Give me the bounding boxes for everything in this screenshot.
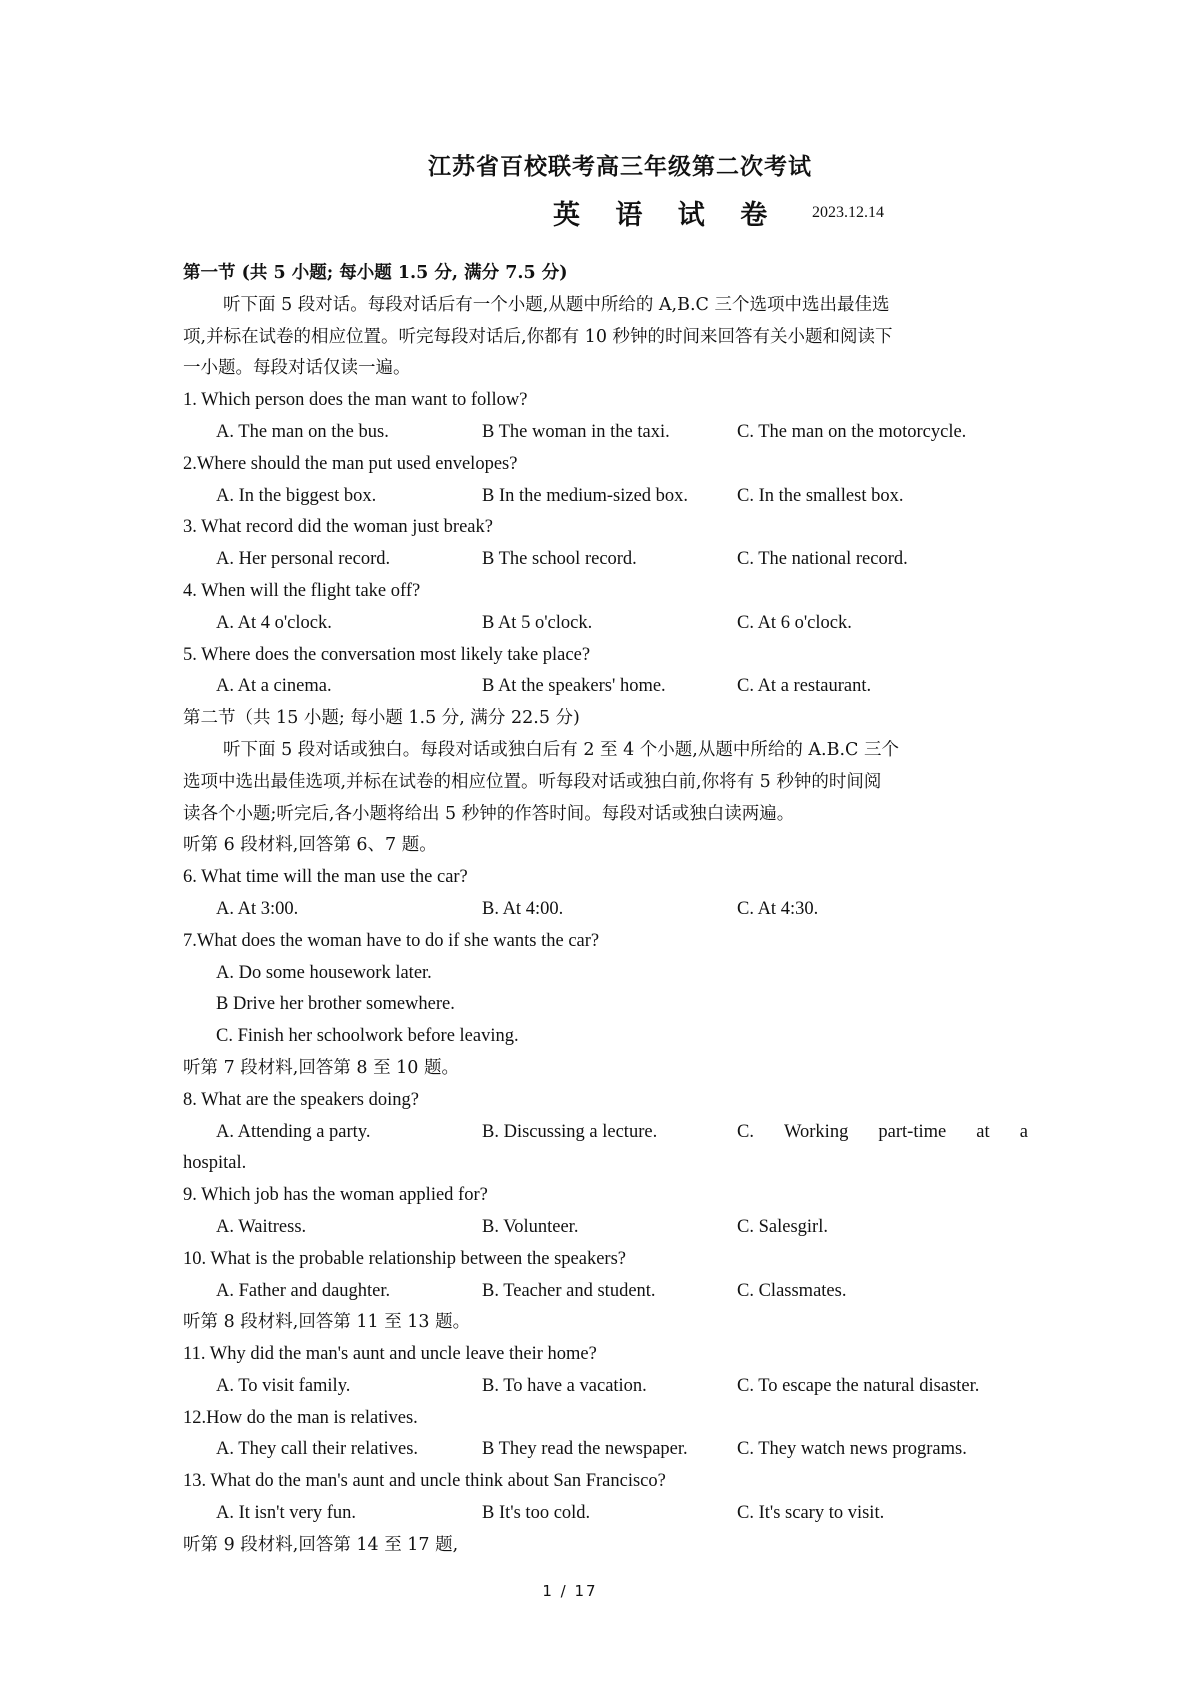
material-9-heading: 听第 9 段材料,回答第 14 至 17 题, [183,1534,459,1555]
option-b: B. Volunteer. [482,1216,579,1237]
option-c [737,1117,1028,1149]
section1-instruction-line: 项,并标在试卷的相应位置。听完每段对话后,你都有 10 秒钟的时间来回答有关小题和阅读下 [183,326,893,347]
option-a: A. Do some housework later. [216,962,432,983]
option-b: B. Discussing a lecture. [482,1121,658,1142]
option-b: B At the speakers' home. [482,676,666,697]
option-b: B. At 4:00. [482,898,564,919]
options-12 [183,1434,1028,1466]
option-c: C. Salesgirl. [737,1216,828,1237]
option-c: C. It's scary to visit. [737,1503,885,1524]
exam-date: 2023.12.14 [812,204,884,221]
option-c-word: a [1019,1121,1028,1142]
material-6-heading: 听第 6 段材料,回答第 6、7 题。 [183,835,437,856]
exam-title: 江苏省百校联考高三年级第二次考试 [428,153,812,180]
option-b: B Drive her brother somewhere. [216,994,455,1015]
option-a: A. The man on the bus. [216,421,389,442]
option-a: A. It isn't very fun. [216,1503,357,1524]
option-c: C. The national record. [737,549,908,570]
options-3 [183,544,1028,576]
option-c: C. To escape the natural disaster. [737,1375,980,1396]
material-8-heading: 听第 8 段材料,回答第 11 至 13 题。 [183,1312,471,1333]
option-c-word: Working [784,1121,849,1142]
question-3: 3. What record did the woman just break? [183,517,493,538]
question-11: 11. Why did the man's aunt and uncle leave their home? [183,1344,597,1365]
question-9: 9. Which job has the woman applied for? [183,1185,488,1206]
option-c-word: at [976,1121,990,1142]
option-a: A. In the biggest box. [216,485,377,506]
exam-subtitle: 英 语 试 卷 [553,200,781,231]
option-a: A. Father and daughter. [216,1280,391,1301]
option-a: A. They call their relatives. [216,1439,419,1460]
option-b: B. To have a vacation. [482,1375,647,1396]
options-4 [183,608,1028,640]
option-b: B At 5 o'clock. [482,612,593,633]
question-7: 7.What does the woman have to do if she wants the car? [183,930,600,951]
option-a: A. Attending a party. [216,1121,371,1142]
option-b: B. Teacher and student. [482,1280,656,1301]
material-7-heading: 听第 7 段材料,回答第 8 至 10 题。 [183,1057,459,1078]
section1-instruction-line: 听下面 5 段对话。每段对话后有一个小题,从题中所给的 A,B.C 三个选项中选出最佳选 [223,294,890,315]
option-b: B The woman in the taxi. [482,421,670,442]
option-c-continuation: hospital. [183,1153,247,1174]
exam-body [183,258,1028,1562]
option-c: C. Finish her schoolwork before leaving. [216,1026,519,1047]
options-6 [183,894,1028,926]
option-c: C. They watch news programs. [737,1439,967,1460]
question-5: 5. Where does the conversation most likely take place? [183,644,591,665]
option-c: C. At 4:30. [737,898,819,919]
option-b: B In the medium-sized box. [482,485,689,506]
options-13 [183,1498,1028,1530]
section2-heading: 第二节（共 15 小题; 每小题 1.5 分, 满分 22.5 分) [183,708,580,729]
question-4: 4. When will the flight take off? [183,580,421,601]
option-a: A. Her personal record. [216,549,391,570]
page-number: 1 / 17 [542,1582,598,1600]
option-c: C. At 6 o'clock. [737,612,852,633]
section2-instruction-line: 听下面 5 段对话或独白。每段对话或独白后有 2 至 4 个小题,从题中所给的 A.B.C 三个 [223,739,899,760]
options-5 [183,671,1028,703]
options-2 [183,481,1028,513]
option-c-word: part-time [878,1121,947,1142]
section1-instruction-line: 一小题。每段对话仅读一遍。 [183,358,411,379]
section2-instruction-line: 读各个小题;听完后,各小题将给出 5 秒钟的作答时间。每段对话或独白读两遍。 [183,803,795,824]
options-9 [183,1212,1028,1244]
option-b: B They read the newspaper. [482,1439,688,1460]
section2-instruction-line: 选项中选出最佳选项,并标在试卷的相应位置。听每段对话或独白前,你将有 5 秒钟的时间阅 [183,771,882,792]
option-a: A. To visit family. [216,1375,351,1396]
option-a: A. Waitress. [216,1216,307,1237]
question-8: 8. What are the speakers doing? [183,1089,419,1110]
option-b: B It's too cold. [482,1503,591,1524]
question-13: 13. What do the man's aunt and uncle think about San Francisco? [183,1471,666,1492]
options-10 [183,1276,1028,1308]
option-c-word: C. [737,1121,754,1142]
option-c: C. Classmates. [737,1280,847,1301]
options-1 [183,417,1028,449]
options-11 [183,1371,1028,1403]
question-1: 1. Which person does the man want to follow? [183,390,528,411]
option-a: A. At 4 o'clock. [216,612,332,633]
option-a: A. At 3:00. [216,898,299,919]
question-10: 10. What is the probable relationship between the speakers? [183,1248,626,1269]
question-12: 12.How do the man is relatives. [183,1407,418,1428]
options-8 [183,1117,1028,1149]
option-a: A. At a cinema. [216,676,332,697]
option-c: C. The man on the motorcycle. [737,421,967,442]
option-b: B The school record. [482,549,637,570]
option-c: C. In the smallest box. [737,485,904,506]
section1-heading: 第一节 (共 5 小题; 每小题 1.5 分, 满分 7.5 分) [183,263,568,283]
question-2: 2.Where should the man put used envelopes? [183,453,518,474]
option-c: C. At a restaurant. [737,676,872,697]
question-6: 6. What time will the man use the car? [183,867,468,888]
